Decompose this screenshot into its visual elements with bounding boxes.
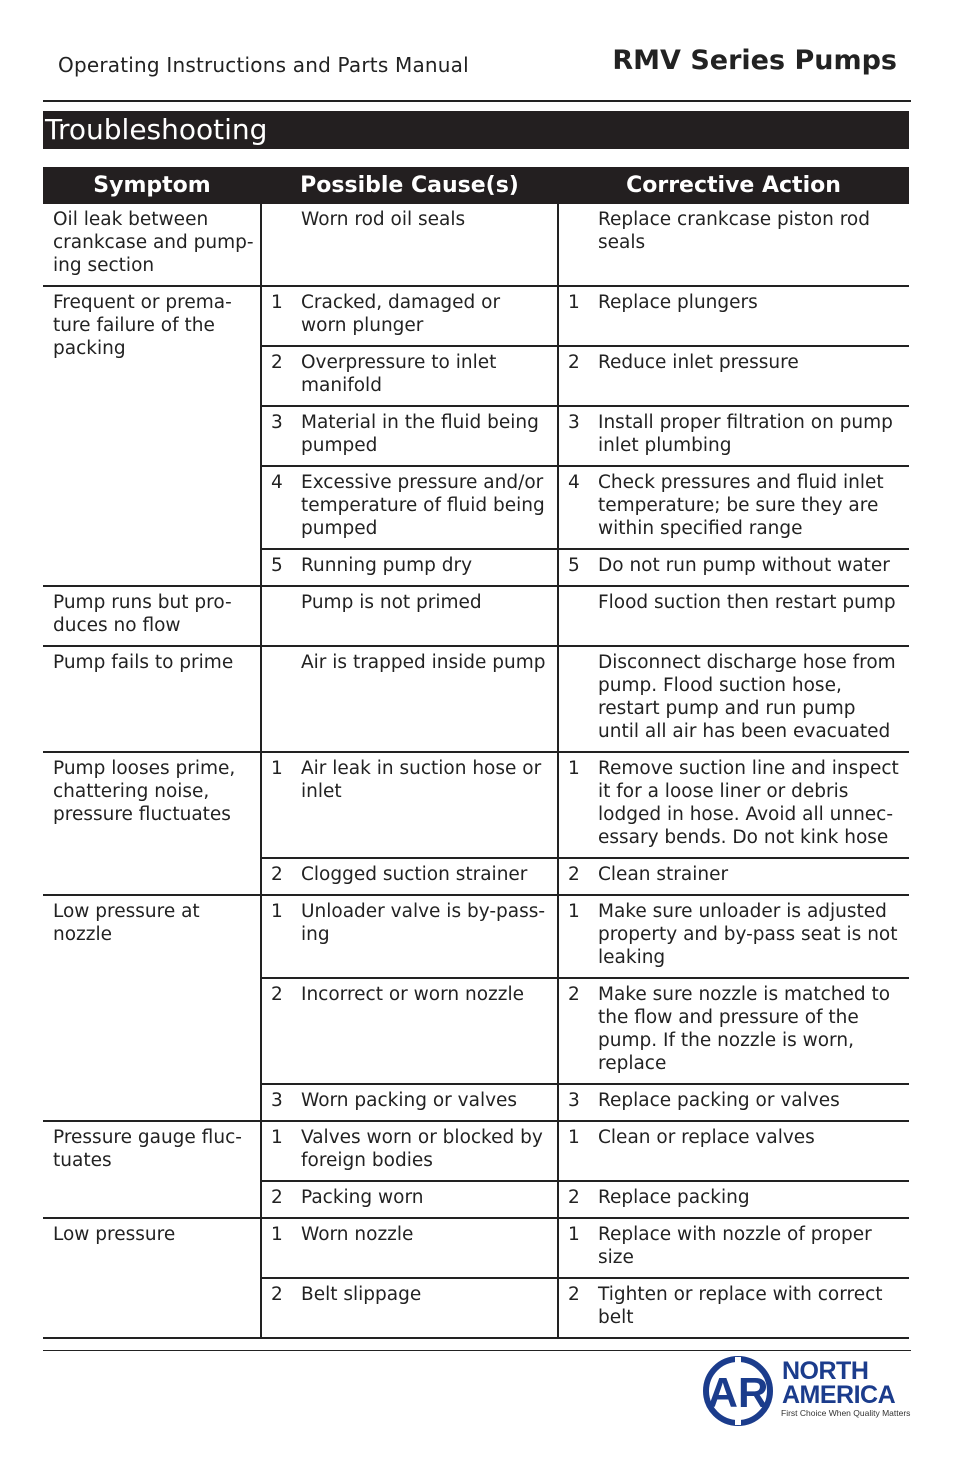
table-header-row	[43, 167, 909, 204]
action-text: Make sure nozzle is matched to the flow and pressure of the pump. If the nozzle is worn, replace	[598, 984, 891, 1074]
item-number: 1	[271, 758, 283, 779]
action-cell	[558, 466, 909, 549]
table-row	[43, 286, 909, 346]
action-cell	[558, 286, 909, 346]
product-title: RMV Series Pumps	[612, 45, 897, 76]
cause-cell	[261, 286, 558, 346]
cause-text: Worn nozzle	[301, 1224, 414, 1245]
symptom-cell: Pump looses prime, chattering noise, pressure fluctuates	[43, 752, 261, 895]
item-number: 2	[568, 1284, 580, 1305]
item-number: 3	[271, 1090, 283, 1111]
action-cell	[558, 646, 909, 752]
table-row	[43, 204, 909, 286]
cause-cell	[261, 1181, 558, 1218]
item-number: 2	[271, 1284, 283, 1305]
item-number: 5	[271, 555, 283, 576]
item-number: 2	[568, 864, 580, 885]
cause-text: Clogged suction strainer	[301, 864, 528, 885]
action-text: Replace plungers	[598, 292, 758, 313]
item-number: 3	[568, 412, 580, 433]
table-row	[43, 646, 909, 752]
item-number	[262, 591, 301, 614]
table-row	[43, 1218, 909, 1278]
cause-text: Cracked, damaged or worn plunger	[301, 292, 501, 336]
symptom-cell: Oil leak between crankcase and pump-ing section	[43, 204, 261, 286]
cause-cell	[261, 346, 558, 406]
action-cell	[558, 1084, 909, 1121]
action-cell	[558, 1181, 909, 1218]
table-row	[43, 895, 909, 978]
ar-north-america-logo	[702, 1355, 912, 1427]
logo-north: NORTH	[782, 1357, 869, 1385]
action-cell	[558, 1218, 909, 1278]
item-number: 1	[568, 1224, 580, 1245]
item-number: 1	[271, 1224, 283, 1245]
action-cell	[558, 1278, 909, 1338]
item-number: 5	[568, 555, 580, 576]
item-number: 1	[568, 292, 580, 313]
item-number	[262, 208, 301, 231]
cause-text: Overpressure to inlet manifold	[301, 352, 497, 396]
logo-america: AMERICA	[782, 1381, 896, 1409]
header-rule	[43, 100, 911, 102]
action-text: Clean strainer	[598, 864, 729, 885]
item-number: 2	[568, 984, 580, 1005]
item-number	[559, 208, 598, 254]
cause-cell	[261, 204, 558, 286]
cause-cell	[261, 752, 558, 858]
cause-cell	[261, 1278, 558, 1338]
action-text: Tighten or replace with correct belt	[598, 1284, 883, 1328]
cause-text: Packing worn	[301, 1187, 424, 1208]
symptom-cell: Low pressure	[43, 1218, 261, 1338]
action-cell	[558, 978, 909, 1084]
symptom-cell: Pump fails to prime	[43, 646, 261, 752]
action-cell	[558, 586, 909, 646]
action-cell	[558, 752, 909, 858]
troubleshooting-table	[43, 167, 909, 1339]
action-text: Check pressures and fluid inlet temperature; be sure they are within specified range	[598, 472, 884, 539]
item-number: 2	[568, 352, 580, 373]
item-number: 2	[568, 1187, 580, 1208]
cause-cell	[261, 466, 558, 549]
action-cell	[558, 346, 909, 406]
cause-text: Excessive pressure and/or temperature of fluid being pumped	[301, 472, 545, 539]
item-number	[559, 591, 598, 614]
cause-cell	[261, 1084, 558, 1121]
item-number: 2	[271, 352, 283, 373]
logo-tagline: First Choice When Quality Matters	[781, 1408, 911, 1418]
item-number	[559, 651, 598, 743]
action-text: Remove suction line and inspect it for a loose liner or debris lodged in hose. Avoid all unnec-essary bends. Do not kink hose	[598, 758, 899, 848]
cause-cell	[261, 586, 558, 646]
cause-text: Belt slippage	[301, 1284, 422, 1305]
cause-text: Incorrect or worn nozzle	[301, 984, 524, 1005]
action-cell	[558, 1121, 909, 1181]
table-body	[43, 204, 909, 1338]
table-row	[43, 1121, 909, 1181]
cause-text: Pump is not primed	[301, 592, 482, 613]
action-text: Replace packing	[598, 1187, 750, 1208]
cause-text: Running pump dry	[301, 555, 473, 576]
symptom-cell: Frequent or prema-ture failure of the packing	[43, 286, 261, 586]
action-cell	[558, 858, 909, 895]
table-row	[43, 586, 909, 646]
header-corrective-action: Corrective Action	[558, 167, 909, 204]
item-number: 3	[568, 1090, 580, 1111]
action-text: Replace crankcase piston rod seals	[598, 209, 870, 253]
cause-text: Worn packing or valves	[301, 1090, 518, 1111]
table-row	[43, 752, 909, 858]
manual-title: Operating Instructions and Parts Manual	[58, 53, 469, 77]
item-number: 2	[271, 1187, 283, 1208]
cause-text: Worn rod oil seals	[301, 209, 466, 230]
cause-cell	[261, 1121, 558, 1181]
symptom-cell: Pressure gauge fluc-tuates	[43, 1121, 261, 1218]
action-text: Reduce inlet pressure	[598, 352, 799, 373]
cause-cell	[261, 549, 558, 586]
cause-text: Air leak in suction hose or inlet	[301, 758, 542, 802]
action-cell	[558, 895, 909, 978]
action-text: Disconnect discharge hose from pump. Flood suction hose, restart pump and run pump until all air has been evacuated	[598, 652, 896, 742]
cause-text: Air is trapped inside pump	[301, 652, 546, 673]
cause-text: Material in the fluid being pumped	[301, 412, 539, 456]
cause-cell	[261, 646, 558, 752]
action-text: Replace packing or valves	[598, 1090, 840, 1111]
item-number: 1	[271, 292, 283, 313]
cause-cell	[261, 858, 558, 895]
cause-cell	[261, 1218, 558, 1278]
item-number: 2	[271, 984, 283, 1005]
action-text: Make sure unloader is adjusted property and by-pass seat is not leaking	[598, 901, 898, 968]
action-cell	[558, 549, 909, 586]
header-symptom: Symptom	[43, 167, 261, 204]
item-number: 4	[568, 472, 580, 493]
item-number: 1	[568, 901, 580, 922]
action-text: Install proper filtration on pump inlet plumbing	[598, 412, 893, 456]
header-possible-causes: Possible Cause(s)	[261, 167, 558, 204]
ar-logo-mark-icon	[702, 1355, 774, 1427]
cause-text: Unloader valve is by-pass-ing	[301, 901, 546, 945]
action-text: Do not run pump without water	[598, 555, 890, 576]
item-number: 1	[568, 1127, 580, 1148]
symptom-cell: Low pressure at nozzle	[43, 895, 261, 1121]
cause-cell	[261, 978, 558, 1084]
action-cell	[558, 204, 909, 286]
footer-rule	[43, 1350, 911, 1351]
cause-text: Valves worn or blocked by foreign bodies	[301, 1127, 543, 1171]
section-title: Troubleshooting	[43, 111, 909, 149]
action-text: Replace with nozzle of proper size	[598, 1224, 872, 1268]
item-number: 1	[271, 1127, 283, 1148]
symptom-cell: Pump runs but pro-duces no flow	[43, 586, 261, 646]
item-number: 3	[271, 412, 283, 433]
cause-cell	[261, 895, 558, 978]
logo-mark-text: AR	[707, 1369, 769, 1416]
action-text: Clean or replace valves	[598, 1127, 815, 1148]
item-number: 1	[568, 758, 580, 779]
item-number: 2	[271, 864, 283, 885]
action-text: Flood suction then restart pump	[598, 592, 896, 613]
item-number	[262, 651, 301, 674]
cause-cell	[261, 406, 558, 466]
item-number: 1	[271, 901, 283, 922]
item-number: 4	[271, 472, 283, 493]
action-cell	[558, 406, 909, 466]
